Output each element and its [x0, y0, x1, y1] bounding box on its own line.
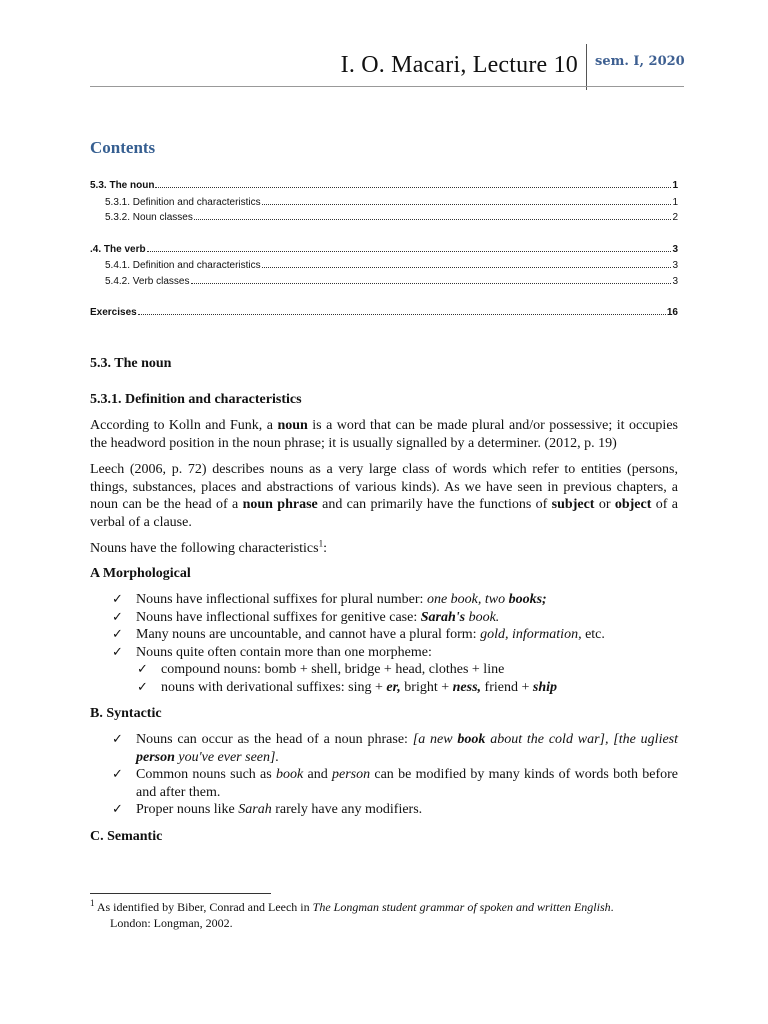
list-item: ✓ Many nouns are uncountable, and cannot have a plural form: gold, information, etc.	[112, 626, 678, 644]
toc-entry-label: 5.4.2. Verb classes	[105, 276, 190, 287]
footnote-mark: 1	[90, 898, 95, 908]
paragraph-characteristics: Nouns have the following characteristics$^1$:	[90, 538, 327, 556]
list-item: ✓ compound nouns: bomb + shell, bridge + head, clothes + line	[137, 661, 678, 679]
syntactic-heading: B. Syntactic	[90, 706, 162, 721]
section-heading: 5.3. The noun	[90, 356, 172, 371]
toc-entry-label: Exercises	[90, 307, 137, 318]
toc-entry[interactable]	[90, 178, 678, 191]
footnote: $^1$ As identified by Biber, Conrad and Leech in The Longman student grammar of spoken and written English. London: Longman, 2002.	[90, 899, 680, 931]
toc-entry-label: 5.3.1. Definition and characteristics	[105, 197, 261, 208]
toc-entry-page: 1	[672, 180, 678, 191]
list-item: ✓ Nouns quite often contain more than one morpheme:	[112, 644, 678, 662]
toc-entry-page: 3	[672, 260, 678, 271]
toc-entry-page: 2	[672, 212, 678, 223]
toc-entry-label: 5.3.2. Noun classes	[105, 212, 193, 223]
morphological-heading: A Morphological	[90, 566, 191, 581]
toc-entry[interactable]	[90, 258, 678, 271]
toc-entry-page: 16	[666, 307, 678, 318]
morphological-sublist	[137, 661, 678, 696]
list-item: ✓ Nouns have inflectional suffixes for plural number: one book, two books;	[112, 591, 678, 609]
header-rule	[90, 86, 684, 87]
toc-entry[interactable]	[90, 210, 678, 223]
contents-heading: Contents	[90, 138, 156, 157]
paragraph-leech: Leech (2006, p. 72) describes nouns as a very large class of words which refer to entities (persons, things, substances, places and abstractions of various kinds). As we have seen in previous chapters, a noun can be the head of a noun phrase and can primarily have the functions of subject or object of a verbal of a clause.	[90, 462, 678, 530]
paragraph-definition: According to Kolln and Funk, a noun is a word that can be made plural and/or possessive; it occupies the headword position in the noun phrase; it is usually signalled by a determiner. (2012, p. 19)	[90, 418, 678, 451]
toc-entry[interactable]	[90, 242, 678, 255]
document-header-title: I. O. Macari, Lecture 10	[340, 52, 578, 78]
header-divider	[586, 44, 587, 90]
semantic-heading: C. Semantic	[90, 829, 163, 844]
toc-entry-label: 5.3. The noun	[90, 180, 155, 191]
footnote-publisher: London: Longman, 2002.	[110, 916, 233, 930]
footnote-reference[interactable]: 1	[318, 538, 324, 549]
toc-entry-label: .4. The verb	[90, 244, 146, 255]
toc-entry[interactable]	[90, 195, 678, 208]
footnote-rule	[90, 893, 271, 894]
toc-entry[interactable]	[90, 305, 678, 318]
toc-entry-label: 5.4.1. Definition and characteristics	[105, 260, 261, 271]
list-item: ✓ Nouns can occur as the head of a noun phrase: [a new book about the cold war], [the ugliest person you've ever seen].	[112, 731, 678, 766]
toc-entry-page: 3	[672, 276, 678, 287]
list-item: ✓ Proper nouns like Sarah rarely have any modifiers.	[112, 801, 678, 819]
list-item: ✓ Nouns have inflectional suffixes for genitive case: Sarah's book.	[112, 609, 678, 627]
toc-entry[interactable]	[90, 274, 678, 287]
toc-entry-page: 3	[672, 244, 678, 255]
syntactic-list	[112, 731, 678, 819]
list-item: ✓ nouns with derivational suffixes: sing + er, bright + ness, friend + ship	[137, 679, 678, 697]
subsection-heading: 5.3.1. Definition and characteristics	[90, 392, 302, 407]
toc-entry-page: 1	[672, 197, 678, 208]
semester-label: sem. I, 2020	[595, 54, 685, 69]
list-item: ✓ Common nouns such as book and person can be modified by many kinds of words both before and after them.	[112, 766, 678, 801]
morphological-list	[112, 591, 678, 661]
